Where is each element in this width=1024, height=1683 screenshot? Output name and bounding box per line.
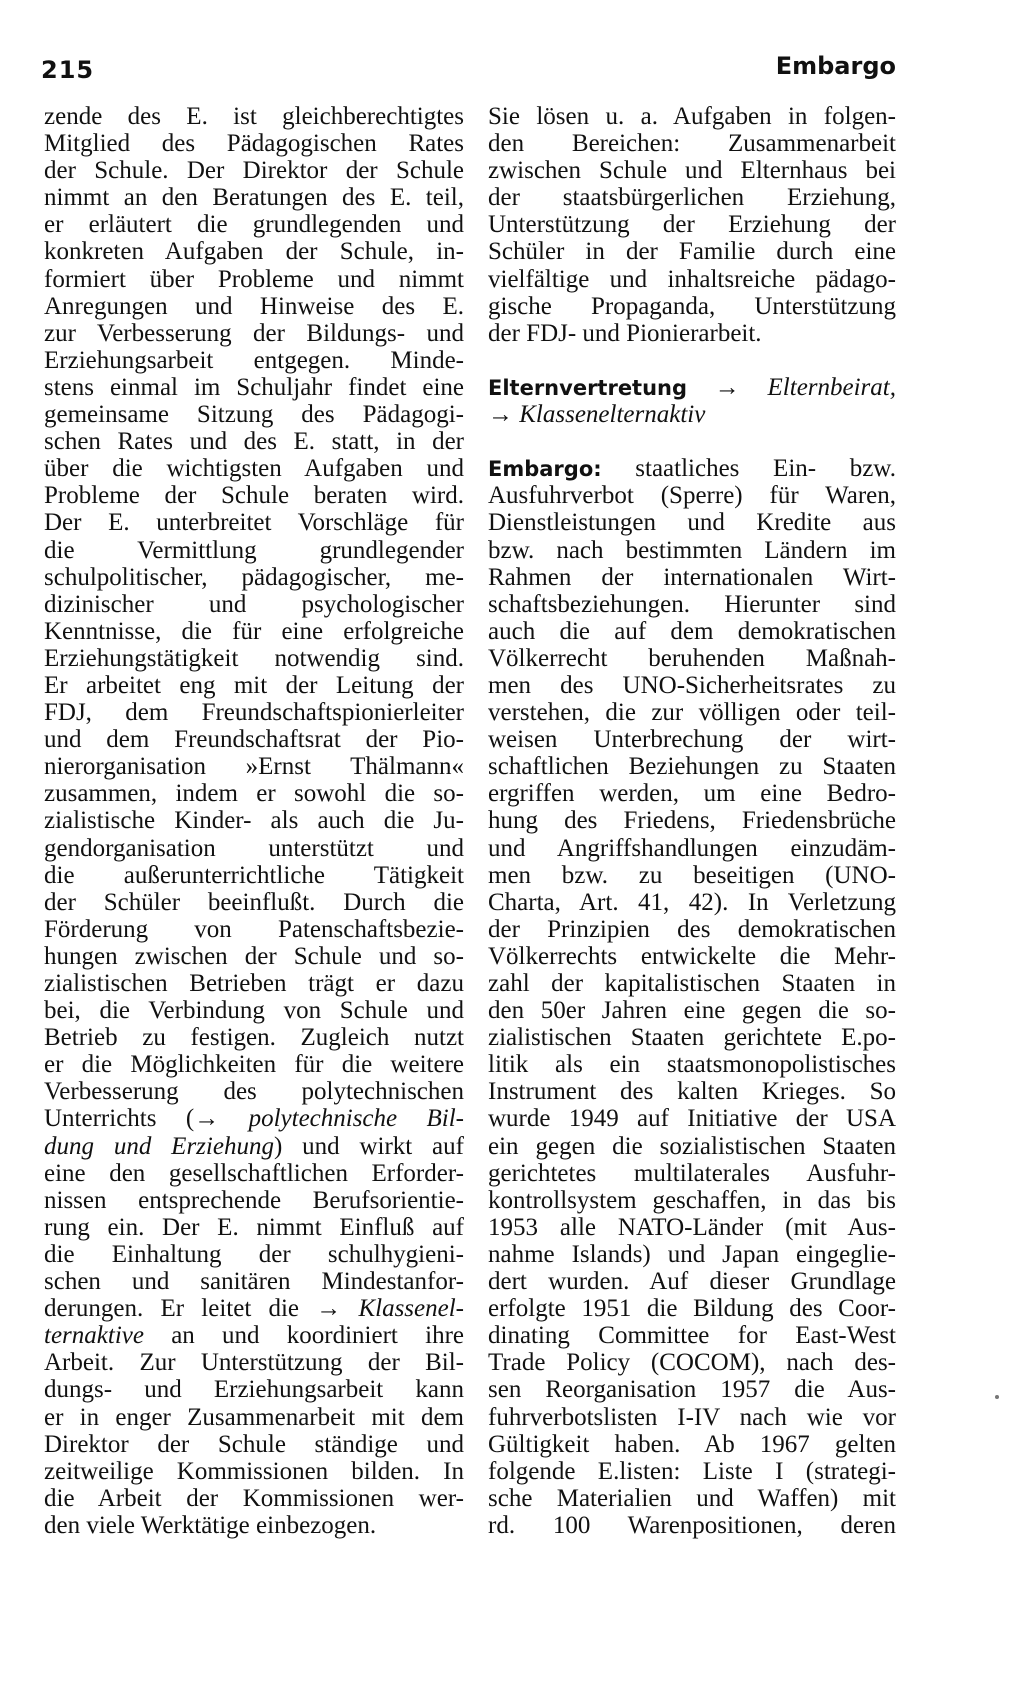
- entry-term: Embargo:: [488, 457, 602, 482]
- entry-gap: [488, 347, 896, 374]
- crossref-link[interactable]: Elternbeirat,: [767, 373, 896, 401]
- text-segment: derungen. Er leitet die: [44, 1295, 317, 1323]
- text-segment: staatliches Ein- bzw.: [601, 455, 896, 483]
- text-line: und Angriffshandlungen einzudäm-: [488, 834, 896, 862]
- text-line: sche Materialien und Waffen) mit: [488, 1484, 896, 1512]
- entry-gap: [488, 428, 896, 455]
- entry-elternvertretung-line: [488, 374, 896, 401]
- text-line: nimmt an den Beratungen des E. teil,: [44, 184, 464, 212]
- text-line: Unterstützung der Erziehung der: [488, 211, 896, 239]
- text-line: Arbeit. Zur Unterstützung der Bil-: [44, 1349, 464, 1377]
- text-line: zur Verbesserung der Bildungs- und: [44, 319, 464, 347]
- text-line: hungen zwischen der Schule und so-: [44, 942, 464, 970]
- text-line: schen und sanitären Mindestanfor-: [44, 1268, 464, 1296]
- text-line: Förderung von Patenschaftsbezie-: [44, 915, 464, 943]
- text-line: der Prinzipien des demokratischen: [488, 915, 896, 943]
- text-line: zeitweilige Kommissionen bilden. In: [44, 1457, 464, 1485]
- text-line: schen Rates und des E. statt, in der: [44, 428, 464, 456]
- text-line-with-crossref: [44, 1105, 464, 1132]
- text-line: hung des Friedens, Friedensbrüche: [488, 807, 896, 835]
- text-line: Völkerrechts entwickelte die Mehr-: [488, 942, 896, 970]
- text-line: über die wichtigsten Aufgaben und: [44, 455, 464, 483]
- text-line: Gültigkeit haben. Ab 1967 gelten: [488, 1430, 896, 1458]
- text-line: dinating Committee for East-West: [488, 1322, 896, 1350]
- text-line: rd. 100 Warenpositionen, deren: [488, 1511, 896, 1539]
- arrow-icon: →: [194, 1105, 220, 1133]
- running-head: Embargo: [775, 52, 896, 80]
- arrow-icon: →: [488, 401, 513, 429]
- text-line: dungs- und Erziehungsarbeit kann: [44, 1376, 464, 1404]
- text-line: er die Möglichkeiten für die weitere: [44, 1051, 464, 1079]
- text-line: Rahmen der internationalen Wirt-: [488, 563, 896, 591]
- text-line: den Bereichen: Zusammenarbeit: [488, 130, 896, 158]
- entry-term: Elternvertretung: [488, 375, 688, 400]
- text-line: nissen entsprechende Berufsorientie-: [44, 1186, 464, 1214]
- text-line: Schüler in der Familie durch eine: [488, 238, 896, 266]
- text-line: Betrieb zu festigen. Zugleich nutzt: [44, 1024, 464, 1052]
- text-line: Instrument des kalten Krieges. So: [488, 1078, 896, 1106]
- text-line: die außerunterrichtliche Tätigkeit: [44, 861, 464, 889]
- text-line: 1953 alle NATO-Länder (mit Aus-: [488, 1213, 896, 1241]
- text-line: Erziehungstätigkeit notwendig sind.: [44, 644, 464, 672]
- text-line: der Schule. Der Direktor der Schule: [44, 157, 464, 185]
- text-line-with-crossref: [44, 1133, 464, 1160]
- text-line: Sie lösen u. a. Aufgaben in folgen-: [488, 103, 896, 130]
- page-number: 215: [41, 56, 95, 84]
- text-line: verstehen, die zur völligen oder teil-: [488, 699, 896, 727]
- text-line: men bzw. zu beseitigen (UNO-: [488, 861, 896, 889]
- text-line: rung ein. Der E. nimmt Einfluß auf: [44, 1213, 464, 1241]
- text-line: Völkerrecht beruhenden Maßnah-: [488, 644, 896, 672]
- right-column: [488, 103, 896, 1539]
- text-line: dert wurden. Auf dieser Grundlage: [488, 1268, 896, 1296]
- text-line: schulpolitischer, pädagogischer, me-: [44, 563, 464, 591]
- text-line: schaftsbeziehungen. Hierunter sind: [488, 590, 896, 618]
- text-line: Mitglied des Pädagogischen Rates: [44, 130, 464, 158]
- text-line-with-crossref: [44, 1295, 464, 1322]
- text-line: Kenntnisse, die für eine erfolgreiche: [44, 617, 464, 645]
- text-line: zialistischen Staaten gerichtete E.po-: [488, 1024, 896, 1052]
- crossref-link[interactable]: dung und Erziehung: [44, 1132, 274, 1160]
- text-line: den 50er Jahren eine gegen die so-: [488, 997, 896, 1025]
- text-line: die Vermittlung grundlegender: [44, 536, 464, 564]
- text-line: Direktor der Schule ständige und: [44, 1430, 464, 1458]
- text-line: Erziehungsarbeit entgegen. Minde-: [44, 346, 464, 374]
- text-line: zialistische Kinder- als auch die Ju-: [44, 807, 464, 835]
- text-line: auch die auf dem demokratischen: [488, 617, 896, 645]
- text-line: fuhrverbotslisten I-IV nach wie vor: [488, 1403, 896, 1431]
- text-line: Anregungen und Hinweise des E.: [44, 292, 464, 320]
- text-line: zende des E. ist gleichberechtigtes: [44, 103, 464, 130]
- text-line: litik als ein staatsmonopolistisches: [488, 1051, 896, 1079]
- text-line: Er arbeitet eng mit der Leitung der: [44, 671, 464, 699]
- text-line: schaftlichen Beziehungen zu Staaten: [488, 753, 896, 781]
- text-line: zwischen Schule und Elternhaus bei: [488, 157, 896, 185]
- entry-elternvertretung-line: [488, 401, 896, 428]
- crossref-link[interactable]: Klassenel-: [358, 1295, 464, 1323]
- text-line: ergriffen werden, um eine Bedro-: [488, 780, 896, 808]
- text-line: men des UNO-Sicherheitsrates zu: [488, 671, 896, 699]
- text-line: wurde 1949 auf Initiative der USA: [488, 1105, 896, 1133]
- text-line: konkreten Aufgaben der Schule, in-: [44, 238, 464, 266]
- text-line: Probleme der Schule beraten wird.: [44, 482, 464, 510]
- text-line: der Schüler beeinflußt. Durch die: [44, 888, 464, 916]
- text-line: bei, die Verbindung von Schule und: [44, 997, 464, 1025]
- text-line: gemeinsame Sitzung des Pädagogi-: [44, 401, 464, 429]
- text-line: den viele Werktätige einbezogen.: [44, 1511, 377, 1539]
- crossref-link[interactable]: polytechnische Bil-: [248, 1105, 464, 1133]
- entry-embargo-line: [488, 455, 896, 482]
- text-line: Trade Policy (COCOM), nach des-: [488, 1349, 896, 1377]
- text-line: gerichtetes multilaterales Ausfuhr-: [488, 1159, 896, 1187]
- text-line: zialistischen Betrieben trägt er dazu: [44, 970, 464, 997]
- text-line: zahl der kapitalistischen Staaten in: [488, 970, 896, 997]
- text-line: folgende E.listen: Liste I (strategi-: [488, 1457, 896, 1485]
- text-line: ein gegen die sozialistischen Staaten: [488, 1132, 896, 1160]
- crossref-link[interactable]: Klassenelternaktiv: [519, 401, 706, 429]
- text-line: der FDJ- und Pionierarbeit.: [488, 319, 762, 347]
- text-line: bzw. nach bestimmten Ländern im: [488, 536, 896, 564]
- text-line: eine den gesellschaftlichen Erforder-: [44, 1159, 464, 1187]
- text-line: die Arbeit der Kommissionen wer-: [44, 1484, 464, 1512]
- text-line-with-crossref: [44, 1322, 464, 1349]
- text-line: Ausfuhrverbot (Sperre) für Waren,: [488, 482, 896, 510]
- text-line: erfolgte 1951 die Bildung des Coor-: [488, 1295, 896, 1323]
- scan-speck: [995, 1395, 999, 1399]
- text-line: kontrollsystem geschaffen, in das bis: [488, 1186, 896, 1214]
- text-line: vielfältige und inhaltsreiche pädago-: [488, 265, 896, 293]
- left-column: [44, 103, 464, 1539]
- arrow-icon: →: [316, 1295, 342, 1323]
- arrow-icon: →: [714, 373, 740, 401]
- text-segment: Unterrichts (: [44, 1105, 195, 1133]
- text-line: und dem Freundschaftsrat der Pio-: [44, 726, 464, 754]
- text-line: Verbesserung des polytechnischen: [44, 1078, 464, 1106]
- text-line: nierorganisation »Ernst Thälmann«: [44, 753, 464, 781]
- text-line: die Einhaltung der schulhygieni-: [44, 1240, 464, 1268]
- text-line: nahme Islands) und Japan eingeglie-: [488, 1240, 896, 1268]
- text-line: gische Propaganda, Unterstützung: [488, 292, 896, 320]
- text-line: FDJ, dem Freundschaftspionierleiter: [44, 699, 464, 727]
- text-line: er erläutert die grundlegenden und: [44, 211, 464, 239]
- text-line: sen Reorganisation 1957 die Aus-: [488, 1376, 896, 1404]
- text-line: zusammen, indem er sowohl die so-: [44, 780, 464, 808]
- text-line: der staatsbürgerlichen Erziehung,: [488, 184, 896, 212]
- text-line: stens einmal im Schuljahr findet eine: [44, 373, 464, 401]
- text-line: Dienstleistungen und Kredite aus: [488, 509, 896, 537]
- text-segment: an und koordiniert ihre: [143, 1322, 464, 1350]
- text-line: formiert über Probleme und nimmt: [44, 265, 464, 293]
- text-line: er in enger Zusammenarbeit mit dem: [44, 1403, 464, 1431]
- text-line: Charta, Art. 41, 42). In Verletzung: [488, 888, 896, 916]
- crossref-link[interactable]: ternaktive: [44, 1322, 144, 1350]
- text-line: gendorganisation unterstützt und: [44, 834, 464, 862]
- text-segment: ) und wirkt auf: [273, 1132, 464, 1160]
- text-line: dizinischer und psychologischer: [44, 590, 464, 618]
- text-line: Der E. unterbreitet Vorschläge für: [44, 509, 464, 537]
- text-line: weisen Unterbrechung der wirt-: [488, 726, 896, 754]
